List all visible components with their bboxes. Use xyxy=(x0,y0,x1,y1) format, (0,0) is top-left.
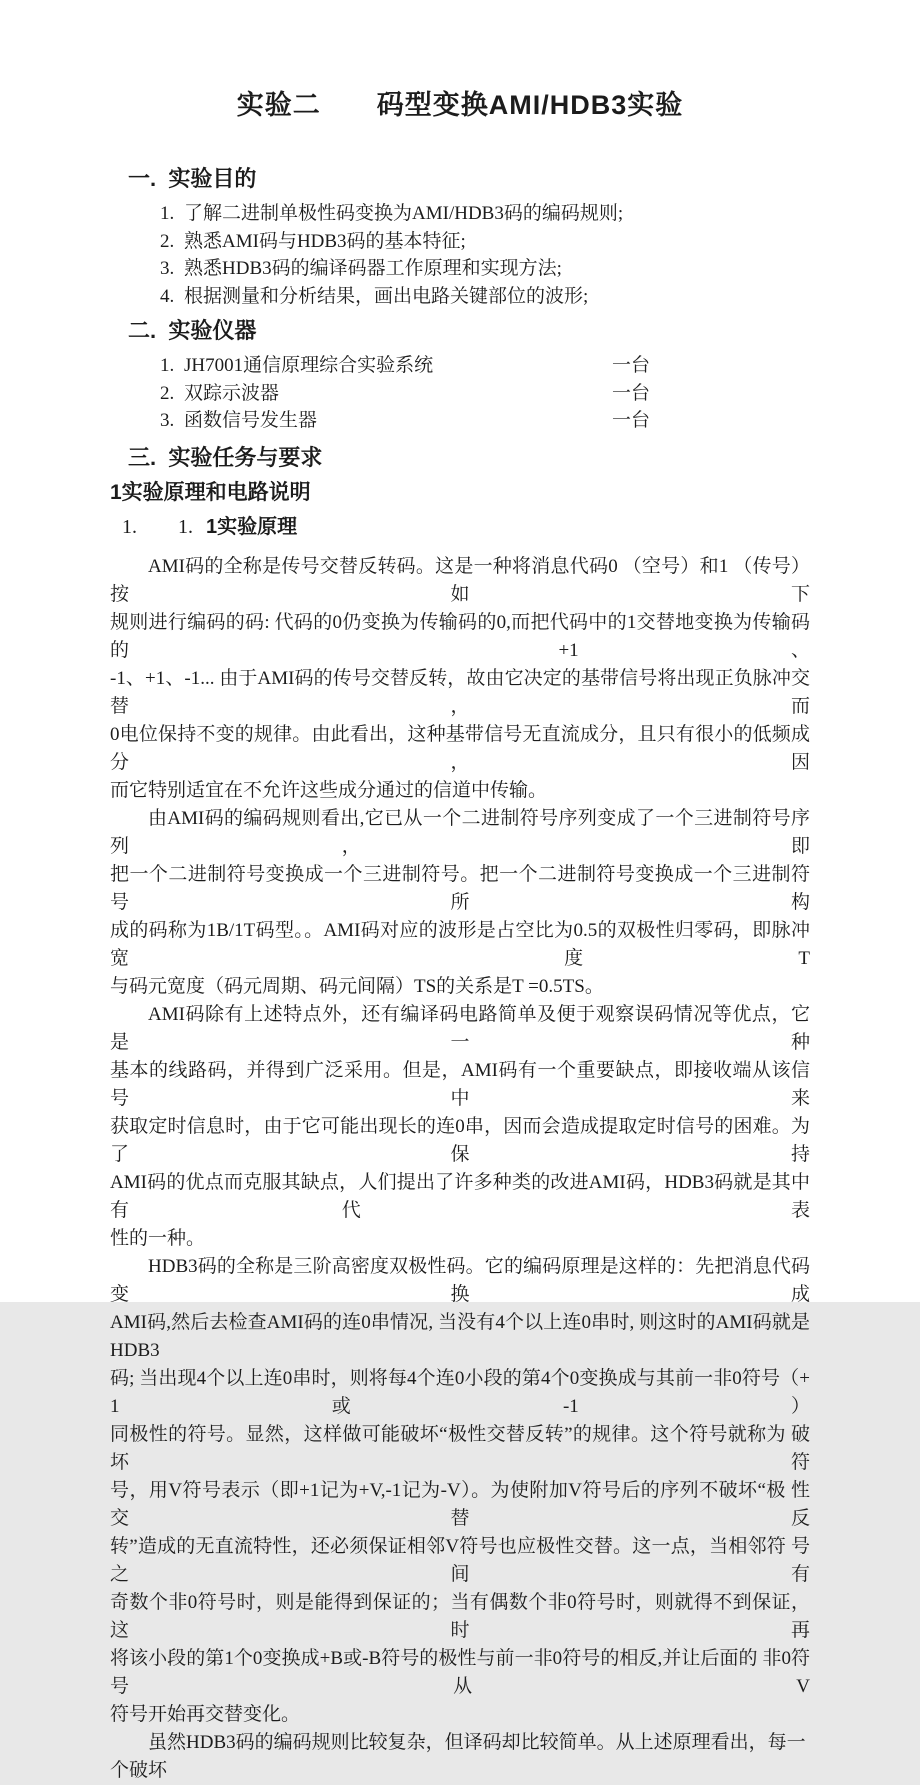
paragraph-line: 虽然HDB3码的编码规则比较复杂，但译码却比较简单。从上述原理看出，每一个破坏 xyxy=(110,1731,806,1781)
paragraph-line: AMI码的全称是传号交替反转码。这是一种将消息代码0 （空号）和1 （传号）按如下 xyxy=(110,555,810,605)
equipment-quantity: 一台 xyxy=(612,355,651,376)
paragraph-line: 获取定时信息时，由于它可能出现长的连0串，因而会造成提取定时信号的困难。为了保持 xyxy=(110,1115,810,1165)
equipment-quantity: 一台 xyxy=(612,382,651,404)
paragraph-line: 性的一种。 xyxy=(110,1227,206,1249)
equipment-row xyxy=(110,380,810,408)
paragraph xyxy=(110,805,810,1001)
sub-heading-text: 1实验原理 xyxy=(206,515,298,538)
equipment-row xyxy=(110,352,810,380)
equipment-quantity: 一台 xyxy=(612,410,651,431)
sub-heading-experiment-principle xyxy=(110,515,810,540)
sub-heading-principle-and-circuit: 1实验原理和电路说明 xyxy=(110,480,311,504)
item-text: 根据测量和分析结果，画出电路关键部位的波形; xyxy=(184,285,589,307)
item-text: 熟悉HDB3码的编译码器工作原理和实现方法; xyxy=(184,258,562,279)
equipment-name: 双踪示波器 xyxy=(184,382,280,404)
section-heading-purpose: 一. 实验目的 xyxy=(128,166,257,191)
paragraph-line: 规则进行编码的码: 代码的0仍变换为传输码的0,而把代码中的1交替地变换为传输码的 +1、 xyxy=(110,611,810,661)
item-number: 3. xyxy=(160,258,175,279)
paragraph-line: 码; 当出现4个以上连0串时，则将每4个连0小段的第4个0变换成与其前一非0符号（+ 1或-1） xyxy=(110,1367,815,1417)
sub-heading-number-2: 1. xyxy=(178,515,193,538)
purpose-list xyxy=(110,200,810,310)
paragraph-line: 号，用V符号表示（即+1记为+V,-1记为-V）。为使附加V符号后的序列不破坏“极 性交替反 xyxy=(110,1479,810,1529)
purpose-item xyxy=(110,200,810,228)
paragraph-line: 把一个二进制符号变换成一个三进制符号。把一个二进制符号变换成一个三进制符号所构 xyxy=(110,863,810,913)
equipment-row xyxy=(110,407,810,435)
paragraph-line: 而它特别适宜在不允许这些成分通过的信道中传输。 xyxy=(110,779,548,801)
paragraph-line: 转”造成的无直流特性，还必须保证相邻V符号也应极性交替。这一点，当相邻符 号之间有 xyxy=(110,1535,810,1585)
instrument-list xyxy=(110,352,810,435)
paragraph xyxy=(110,1253,815,1729)
equipment-name: 函数信号发生器 xyxy=(184,410,318,431)
item-number: 2. xyxy=(160,382,175,404)
purpose-item xyxy=(110,283,810,311)
paragraph xyxy=(110,553,815,805)
purpose-item xyxy=(110,228,810,256)
paragraph-line: 由AMI码的编码规则看出,它已从一个二进制符号序列变成了一个三进制符号序列， 即 xyxy=(110,807,810,857)
section-heading-tasks: 三. 实验任务与要求 xyxy=(128,444,323,470)
item-number: 1. xyxy=(160,203,175,224)
paragraph-line: 成的码称为1B/1T码型。。AMI码对应的波形是占空比为0.5的双极性归零码，即脉冲宽 度T xyxy=(110,919,810,969)
paragraph-line: 将该小段的第1个0变换成+B或-B符号的极性与前一非0符号的相反,并让后面的 非0符号从V xyxy=(110,1647,810,1697)
paragraph xyxy=(110,1729,810,1785)
paragraph xyxy=(110,1001,810,1253)
item-text: 了解二进制单极性码变换为AMI/HDB3码的编码规则; xyxy=(184,203,624,224)
paragraph-line: 与码元宽度（码元周期、码元间隔）TS的关系是T =0.5TS。 xyxy=(110,975,604,997)
sub-heading-number-1: 1. xyxy=(122,515,137,538)
item-number: 4. xyxy=(160,285,175,307)
item-number: 2. xyxy=(160,230,175,252)
item-number: 1. xyxy=(160,355,175,376)
paragraph-line: 同极性的符号。显然，这样做可能破坏“极性交替反转”的规律。这个符号就称为 破坏符 xyxy=(110,1423,810,1473)
body-text xyxy=(110,553,815,1785)
paragraph-line: AMI码除有上述特点外，还有编译码电路简单及便于观察误码情况等优点，它是一种 xyxy=(110,1003,810,1053)
purpose-item xyxy=(110,255,810,283)
paragraph-line: HDB3码的全称是三阶高密度双极性码。它的编码原理是这样的：先把消息代码变换成 xyxy=(110,1255,810,1305)
paragraph-line: 0电位保持不变的规律。由此看出，这种基带信号无直流成分，且只有很小的低频成 分，因 xyxy=(110,723,815,773)
paragraph-line: 符号开始再交替变化。 xyxy=(110,1703,301,1725)
item-text: 熟悉AMI码与HDB3码的基本特征; xyxy=(184,230,466,252)
document-content xyxy=(110,0,815,1785)
paragraph-line: -1、+1、-1... 由于AMI码的传号交替反转，故由它决定的基带信号将出现正负脉冲交 替，而 xyxy=(110,667,815,717)
item-number: 3. xyxy=(160,410,175,431)
paragraph-line: 基本的线路码，并得到广泛采用。但是，AMI码有一个重要缺点，即接收端从该信号中来 xyxy=(110,1059,810,1109)
equipment-name: JH7001通信原理综合实验系统 xyxy=(184,355,434,376)
section-heading-instruments: 二. 实验仪器 xyxy=(128,318,257,343)
document-title: 实验二 码型变换AMI/HDB3实验 xyxy=(236,90,684,120)
paragraph-line: AMI码,然后去检查AMI码的连0串情况, 当没有4个以上连0串时, 则这时的AMI码就是 HDB3 xyxy=(110,1311,815,1361)
paragraph-line: 奇数个非0符号时，则是能得到保证的；当有偶数个非0符号时，则就得不到保证， 这时再 xyxy=(110,1591,815,1641)
paragraph-line: AMI码的优点而克服其缺点，人们提出了许多种类的改进AMI码，HDB3码就是其中有代 表 xyxy=(110,1171,810,1221)
